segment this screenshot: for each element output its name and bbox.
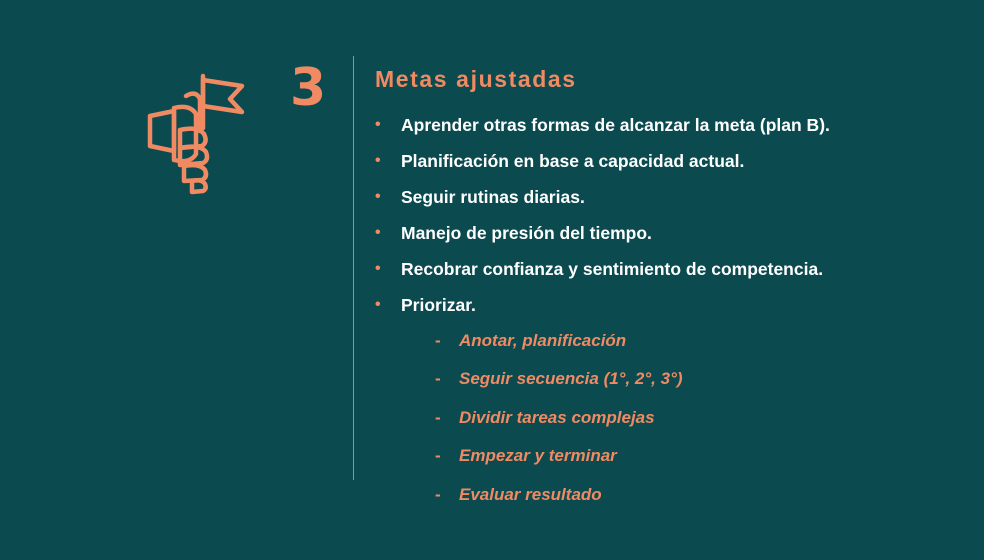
sub-list — [375, 331, 955, 505]
vertical-divider — [353, 56, 354, 480]
dash-marker-icon: - — [435, 446, 441, 466]
bullet-marker-icon: • — [375, 116, 381, 133]
content-area — [375, 66, 955, 523]
sub-list-item-label: Seguir secuencia (1°, 2°, 3°) — [459, 369, 683, 389]
sub-list-item-label: Evaluar resultado — [459, 484, 602, 504]
sub-list-item — [435, 369, 955, 389]
dash-marker-icon: - — [435, 369, 441, 389]
sub-list-item — [435, 446, 955, 466]
list-item — [375, 187, 955, 208]
bullet-marker-icon: • — [375, 296, 381, 313]
list-item — [375, 295, 955, 316]
list-item — [375, 115, 955, 136]
dash-marker-icon: - — [435, 331, 441, 350]
dash-marker-icon: - — [435, 407, 441, 427]
sub-list-item-label: Dividir tareas complejas — [459, 407, 655, 427]
list-item — [375, 259, 955, 280]
sub-list-item-label: Anotar, planificación — [459, 331, 627, 350]
sub-list-item — [435, 331, 955, 351]
dash-marker-icon: - — [435, 484, 441, 504]
sub-list-item — [435, 485, 955, 505]
bullet-marker-icon: • — [375, 188, 381, 205]
bullet-marker-icon: • — [375, 260, 381, 277]
list-item-label: Manejo de presión del tiempo. — [401, 223, 652, 243]
list-item-label: Planificación en base a capacidad actual. — [401, 151, 745, 171]
step-number: 3 — [290, 58, 327, 118]
page-title: Metas ajustadas — [375, 66, 577, 92]
list-item-label: Aprender otras formas de alcanzar la meta (plan B). — [401, 115, 830, 135]
sub-list-item-label: Empezar y terminar — [459, 446, 617, 466]
list-item-label: Seguir rutinas diarias. — [401, 187, 585, 207]
list-item — [375, 151, 955, 172]
list-item — [375, 223, 955, 244]
hand-holding-flag-icon — [140, 68, 260, 198]
bullet-marker-icon: • — [375, 152, 381, 169]
list-item-label: Priorizar. — [401, 295, 476, 315]
bullet-list — [375, 115, 955, 316]
list-item-label: Recobrar confianza y sentimiento de competencia. — [401, 259, 824, 279]
sub-list-item — [435, 408, 955, 428]
bullet-marker-icon: • — [375, 224, 381, 241]
